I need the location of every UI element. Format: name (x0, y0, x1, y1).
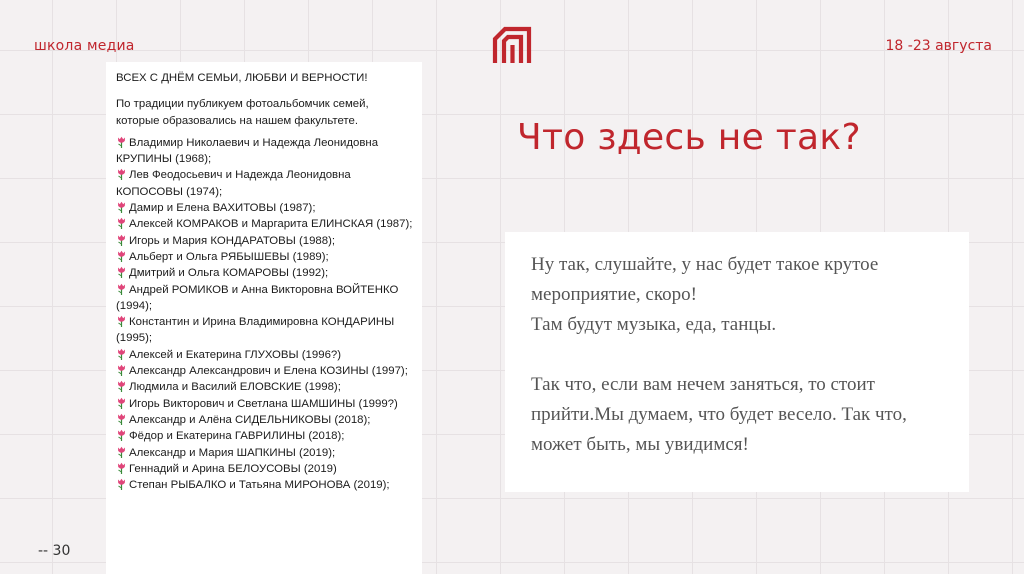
tulip-icon (116, 462, 127, 474)
family-list (116, 135, 414, 494)
family-name: Фёдор и Екатерина ГАВРИЛИНЫ (2018); (129, 430, 345, 443)
family-name: Степан РЫБАЛКО и Татьяна МИРОНОВА (2019); (129, 479, 390, 492)
quote-line: Ну так, слушайте, у нас будет такое крутое (531, 254, 879, 275)
post-greeting: ВСЕХ С ДНЁМ СЕМЬИ, ЛЮБВИ И ВЕРНОСТИ! (116, 72, 368, 84)
family-list-item (116, 233, 414, 249)
tulip-icon (116, 168, 127, 180)
tulip-icon (116, 250, 127, 262)
family-name: Александр и Алёна СИДЕЛЬНИКОВЫ (2018); (129, 413, 371, 426)
post-intro: По традиции публикуем фотоальбомчик семей, которые образовались на нашем факультете. (116, 98, 369, 127)
tulip-icon (116, 348, 127, 360)
family-name: Алексей и Екатерина ГЛУХОВЫ (1996?) (129, 348, 342, 361)
family-list-item (116, 445, 414, 461)
tulip-icon (116, 446, 127, 458)
quote-line: прийти.Мы думаем, что будет весело. Так что, (531, 404, 907, 425)
tulip-icon (116, 397, 127, 409)
page-number: -- 30 (38, 543, 71, 559)
quote-line: Там будут музыка, еда, танцы. (531, 314, 777, 335)
family-list-item (116, 314, 414, 347)
family-name: Геннадий и Арина БЕЛОУСОВЫ (2019) (129, 462, 337, 475)
slide-title: Что здесь не так? (517, 117, 861, 158)
family-list-item (116, 396, 414, 412)
family-name: Андрей РОМИКОВ и Анна Викторовна ВОЙТЕНКО (1994); (116, 283, 399, 312)
family-name: Игорь Викторович и Светлана ШАМШИНЫ (1999?) (129, 397, 398, 410)
family-list-item (116, 461, 414, 477)
quote-paragraph-1 (531, 250, 949, 340)
family-list-item (116, 249, 414, 265)
family-list-item (116, 379, 414, 395)
tulip-icon (116, 380, 127, 392)
family-list-item (116, 412, 414, 428)
family-list-item (116, 428, 414, 444)
family-name: Людмила и Василий ЕЛОВСКИЕ (1998); (129, 381, 341, 394)
tulip-icon (116, 478, 127, 490)
family-list-item (116, 363, 414, 379)
tulip-icon (116, 217, 127, 229)
family-name: Альберт и Ольга РЯБЫШЕВЫ (1989); (129, 250, 329, 263)
tulip-icon (116, 136, 127, 148)
quote-line: может быть, мы увидимся! (531, 434, 749, 455)
family-list-item (116, 167, 414, 200)
event-dates: 18 -23 августа (885, 38, 992, 54)
tulip-icon (116, 429, 127, 441)
tulip-icon (116, 315, 127, 327)
family-list-item (116, 265, 414, 281)
tulip-icon (116, 201, 127, 213)
family-name: Дмитрий и Ольга КОМАРОВЫ (1992); (129, 267, 329, 280)
tulip-icon (116, 266, 127, 278)
family-list-item (116, 135, 414, 168)
quote-line: мероприятие, скоро! (531, 284, 697, 305)
social-post-screenshot (106, 62, 422, 574)
brand-name: школа медиа (34, 38, 135, 54)
tulip-icon (116, 283, 127, 295)
quote-box (505, 232, 969, 492)
family-name: Владимир Николаевич и Надежда Леонидовна КРУПИНЫ (1968); (116, 136, 379, 166)
family-name: Игорь и Мария КОНДАРАТОВЫ (1988); (129, 234, 336, 247)
family-list-item (116, 282, 414, 315)
family-name: Александр Александрович и Елена КОЗИНЫ (1997); (129, 365, 408, 378)
family-list-item (116, 477, 414, 493)
family-name: Лев Феодосьевич и Надежда Леонидовна КОПОСОВЫ (1974); (116, 169, 351, 198)
family-name: Алексей КОМРАКОВ и Маргарита ЕЛИНСКАЯ (1987); (129, 218, 413, 231)
family-name: Константин и Ирина Владимировна КОНДАРИНЫ (1995); (116, 316, 395, 345)
family-name: Александр и Мария ШАПКИНЫ (2019); (129, 446, 336, 459)
quote-line: Так что, если вам нечем заняться, то стоит (531, 374, 875, 395)
quote-paragraph-2 (531, 370, 949, 460)
family-list-item (116, 216, 414, 232)
media-school-logo-icon (491, 25, 533, 67)
tulip-icon (116, 413, 127, 425)
family-list-item (116, 200, 414, 216)
family-name: Дамир и Елена ВАХИТОВЫ (1987); (129, 202, 316, 215)
family-list-item (116, 347, 414, 363)
tulip-icon (116, 364, 127, 376)
tulip-icon (116, 234, 127, 246)
